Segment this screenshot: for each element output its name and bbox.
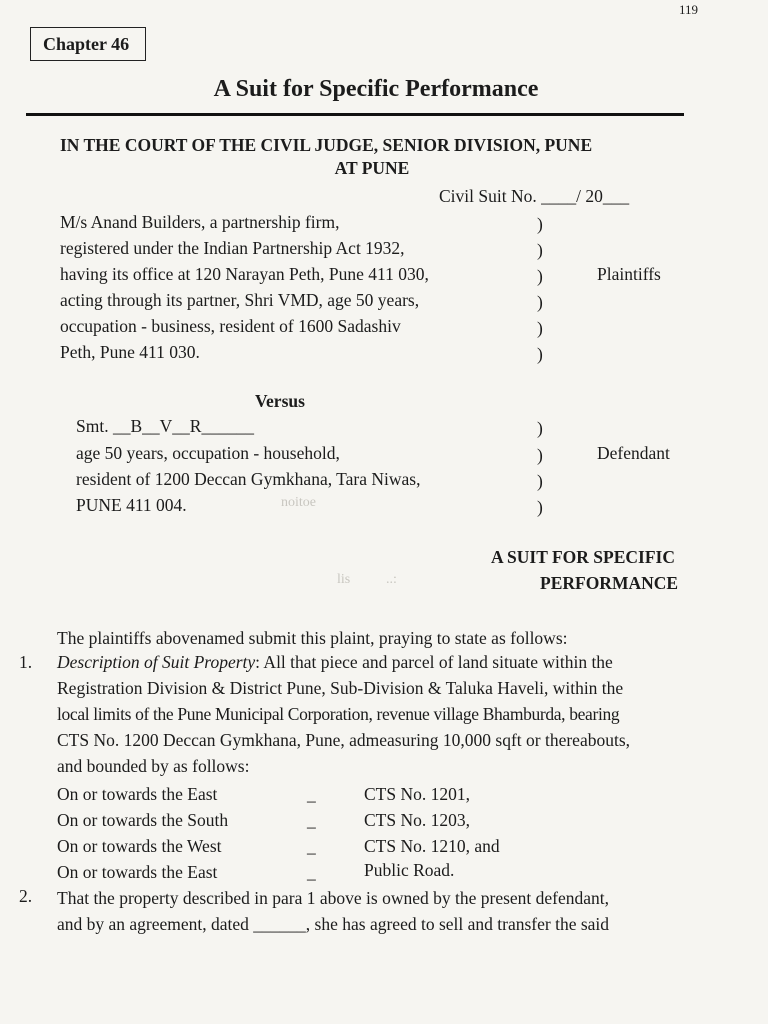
boundary-value: CTS No. 1210, and <box>364 836 500 856</box>
bracket-mark: ) <box>537 266 543 286</box>
defendant-line: Smt. __B__V__R______ <box>76 416 254 436</box>
bracket-mark: ) <box>537 214 543 234</box>
bracket-mark: ) <box>537 418 543 438</box>
boundary-value: CTS No. 1203, <box>364 810 470 830</box>
boundary-dash: _ <box>307 836 316 856</box>
plaintiffs-label: Plaintiffs <box>597 264 661 284</box>
page-title: A Suit for Specific Performance <box>213 76 539 102</box>
para1-line: CTS No. 1200 Deccan Gymkhana, Pune, admeasuring 10,000 sqft or thereabouts, <box>57 730 631 750</box>
plaintiff-line: occupation - business, resident of 1600 Sadashiv <box>60 316 401 336</box>
court-heading-line2: AT PUNE <box>334 158 410 178</box>
para1-heading: Description of Suit Property <box>57 652 256 672</box>
suit-type-line1: A SUIT FOR SPECIFIC <box>491 547 675 567</box>
para1-line: and bounded by as follows: <box>57 756 250 776</box>
boundary-dash: _ <box>307 784 316 804</box>
bracket-mark: ) <box>537 292 543 312</box>
boundary-dash: _ <box>307 810 316 830</box>
plaintiff-line: acting through its partner, Shri VMD, age 50 years, <box>60 290 420 310</box>
chapter-label: Chapter 46 <box>30 27 146 61</box>
defendant-line: PUNE 411 004. <box>76 495 187 515</box>
para1-line1 <box>57 652 613 673</box>
para2-line: and by an agreement, dated ______, she has agreed to sell and transfer the said <box>57 914 610 934</box>
boundary-side: On or towards the South <box>57 810 229 830</box>
title-divider <box>26 113 684 116</box>
boundary-value: CTS No. 1201, <box>364 784 470 804</box>
boundary-value: Public Road. <box>364 860 455 880</box>
para1-line: local limits of the Pune Municipal Corporation, revenue village Bhamburda, bearing <box>57 704 620 724</box>
boundary-dash: _ <box>307 862 316 882</box>
suit-type-line2: PERFORMANCE <box>540 573 679 593</box>
bracket-mark: ) <box>537 497 543 517</box>
boundary-side: On or towards the West <box>57 836 222 856</box>
defendant-label: Defendant <box>597 443 670 463</box>
bracket-mark: ) <box>537 471 543 491</box>
plaintiff-line: registered under the Indian Partnership Act 1932, <box>60 238 405 258</box>
para2-line: That the property described in para 1 above is owned by the present defendant, <box>57 888 610 908</box>
bracket-mark: ) <box>537 344 543 364</box>
para1-line: Registration Division & District Pune, Sub-Division & Taluka Haveli, within the <box>57 678 624 698</box>
bleed-through-text: noitoe <box>281 495 316 510</box>
bracket-mark: ) <box>537 445 543 465</box>
civil-suit-number: Civil Suit No. ____/ 20___ <box>439 186 630 206</box>
page-number: 119 <box>678 2 698 17</box>
bracket-mark: ) <box>537 240 543 260</box>
bleed-through-text: ..: <box>386 572 397 587</box>
plaintiff-line: M/s Anand Builders, a partnership firm, <box>60 212 340 232</box>
plaint-intro: The plaintiffs abovenamed submit this plaint, praying to state as follows: <box>57 628 568 648</box>
versus-label: Versus <box>255 391 305 411</box>
plaintiff-line: having its office at 120 Narayan Peth, Pune 411 030, <box>60 264 429 284</box>
defendant-line: resident of 1200 Deccan Gymkhana, Tara Niwas, <box>76 469 421 489</box>
boundary-side: On or towards the East <box>57 784 218 804</box>
para1-text: : All that piece and parcel of land situate within the <box>255 652 613 672</box>
court-heading-line1: IN THE COURT OF THE CIVIL JUDGE, SENIOR DIVISION, PUNE <box>60 135 593 155</box>
plaintiff-line: Peth, Pune 411 030. <box>60 342 200 362</box>
bleed-through-text: lis <box>337 572 351 587</box>
para-number: 2. <box>19 886 33 906</box>
boundary-side: On or towards the East <box>57 862 218 882</box>
bracket-mark: ) <box>537 318 543 338</box>
defendant-line: age 50 years, occupation - household, <box>76 443 340 463</box>
para-number: 1. <box>19 652 33 672</box>
